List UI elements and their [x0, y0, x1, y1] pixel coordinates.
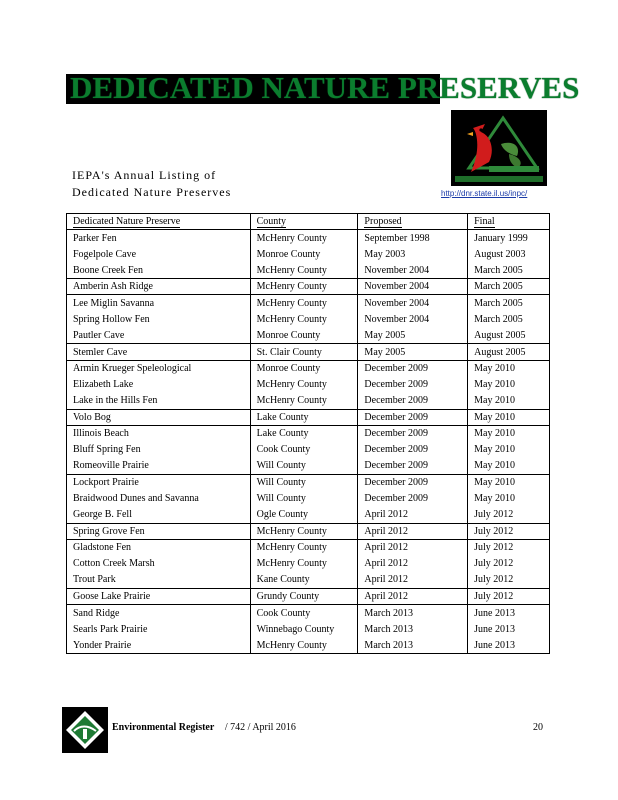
preserve-name-cell: Boone Creek Fen [67, 262, 251, 278]
table-row [67, 474, 550, 490]
proposed-date-cell: December 2009 [358, 458, 468, 474]
final-date-cell: August 2003 [468, 246, 550, 262]
preserve-name-cell: Illinois Beach [67, 425, 251, 441]
proposed-date-cell: December 2009 [358, 442, 468, 458]
table-row [67, 311, 550, 327]
table-row [67, 295, 550, 311]
county-cell: Monroe County [250, 246, 358, 262]
county-cell: McHenry County [250, 279, 358, 295]
final-date-cell: June 2013 [468, 605, 550, 621]
final-date-cell: July 2012 [468, 507, 550, 523]
proposed-date-cell: April 2012 [358, 507, 468, 523]
preserve-name-cell: Armin Krueger Speleological [67, 360, 251, 376]
county-cell: McHenry County [250, 376, 358, 392]
final-date-cell: June 2013 [468, 621, 550, 637]
county-cell: McHenry County [250, 556, 358, 572]
table-row [67, 262, 550, 278]
table-row [67, 491, 550, 507]
column-header-final: Final [468, 214, 550, 230]
preserve-name-cell: Goose Lake Prairie [67, 588, 251, 604]
table-row [67, 523, 550, 539]
table-row [67, 279, 550, 295]
proposed-date-cell: April 2012 [358, 572, 468, 588]
table-row [67, 246, 550, 262]
county-cell: Kane County [250, 572, 358, 588]
table-header-row [67, 214, 550, 230]
county-cell: Will County [250, 458, 358, 474]
preserve-name-cell: Amberin Ash Ridge [67, 279, 251, 295]
table-row [67, 572, 550, 588]
subtitle-line-1: IEPA's Annual Listing of [72, 168, 217, 182]
table-row [67, 539, 550, 555]
preserve-name-cell: Trout Park [67, 572, 251, 588]
final-date-cell: July 2012 [468, 556, 550, 572]
county-cell: McHenry County [250, 295, 358, 311]
county-cell: McHenry County [250, 393, 358, 409]
final-date-cell: May 2010 [468, 376, 550, 392]
county-cell: Will County [250, 474, 358, 490]
final-date-cell: May 2010 [468, 360, 550, 376]
preserve-name-cell: Sand Ridge [67, 605, 251, 621]
final-date-cell: August 2005 [468, 328, 550, 344]
preserve-name-cell: Stemler Cave [67, 344, 251, 360]
final-date-cell: August 2005 [468, 344, 550, 360]
inpc-website-link[interactable]: http://dnr.state.il.us/inpc/ [441, 189, 528, 198]
table-row [67, 507, 550, 523]
final-date-cell: May 2010 [468, 491, 550, 507]
preserves-table [66, 213, 550, 654]
preserve-name-cell: Fogelpole Cave [67, 246, 251, 262]
final-date-cell: March 2005 [468, 295, 550, 311]
publication-title: Environmental Register [112, 722, 215, 733]
page-number: 20 [533, 722, 543, 733]
footer-publication [112, 722, 296, 733]
preserve-name-cell: Lockport Prairie [67, 474, 251, 490]
county-cell: Ogle County [250, 507, 358, 523]
proposed-date-cell: May 2003 [358, 246, 468, 262]
preserve-name-cell: Spring Hollow Fen [67, 311, 251, 327]
table-row [67, 588, 550, 604]
table-row [67, 344, 550, 360]
environmental-register-logo [62, 707, 108, 753]
proposed-date-cell: March 2013 [358, 605, 468, 621]
proposed-date-cell: April 2012 [358, 523, 468, 539]
final-date-cell: January 1999 [468, 230, 550, 246]
proposed-date-cell: September 1998 [358, 230, 468, 246]
county-cell: Cook County [250, 442, 358, 458]
proposed-date-cell: December 2009 [358, 474, 468, 490]
county-cell: Monroe County [250, 328, 358, 344]
table-row [67, 556, 550, 572]
preserve-name-cell: Pautler Cave [67, 328, 251, 344]
proposed-date-cell: March 2013 [358, 621, 468, 637]
proposed-date-cell: November 2004 [358, 279, 468, 295]
column-header-proposed: Proposed [358, 214, 468, 230]
column-header-preserve: Dedicated Nature Preserve [67, 214, 251, 230]
final-date-cell: May 2010 [468, 393, 550, 409]
table-row [67, 230, 550, 246]
proposed-date-cell: November 2004 [358, 295, 468, 311]
county-cell: McHenry County [250, 637, 358, 653]
final-date-cell: May 2010 [468, 425, 550, 441]
county-cell: Monroe County [250, 360, 358, 376]
county-cell: Lake County [250, 425, 358, 441]
preserve-name-cell: Gladstone Fen [67, 539, 251, 555]
table-row [67, 425, 550, 441]
final-date-cell: May 2010 [468, 409, 550, 425]
county-cell: McHenry County [250, 230, 358, 246]
county-cell: McHenry County [250, 523, 358, 539]
table-row [67, 458, 550, 474]
final-date-cell: May 2010 [468, 474, 550, 490]
preserve-name-cell: Braidwood Dunes and Savanna [67, 491, 251, 507]
final-date-cell: March 2005 [468, 279, 550, 295]
table-row [67, 637, 550, 653]
proposed-date-cell: May 2005 [358, 344, 468, 360]
preserve-name-cell: Lake in the Hills Fen [67, 393, 251, 409]
table-row [67, 328, 550, 344]
preserve-name-cell: Volo Bog [67, 409, 251, 425]
proposed-date-cell: December 2009 [358, 360, 468, 376]
proposed-date-cell: November 2004 [358, 311, 468, 327]
table-row [67, 621, 550, 637]
county-cell: Cook County [250, 605, 358, 621]
proposed-date-cell: November 2004 [358, 262, 468, 278]
preserve-name-cell: Bluff Spring Fen [67, 442, 251, 458]
final-date-cell: July 2012 [468, 572, 550, 588]
register-logo-icon [62, 707, 108, 753]
preserve-name-cell: Parker Fen [67, 230, 251, 246]
issue-info: / 742 / April 2016 [224, 722, 296, 733]
final-date-cell: May 2010 [468, 442, 550, 458]
table-body [67, 230, 550, 654]
cardinal-logo-icon [451, 110, 547, 186]
proposed-date-cell: December 2009 [358, 393, 468, 409]
preserve-name-cell: George B. Fell [67, 507, 251, 523]
final-date-cell: July 2012 [468, 523, 550, 539]
proposed-date-cell: March 2013 [358, 637, 468, 653]
subtitle-line-2: Dedicated Nature Preserves [72, 185, 232, 199]
proposed-date-cell: May 2005 [358, 328, 468, 344]
table-row [67, 376, 550, 392]
final-date-cell: June 2013 [468, 637, 550, 653]
page-banner-title: DEDICATED NATURE PRESERVES [70, 70, 580, 105]
preserve-name-cell: Romeoville Prairie [67, 458, 251, 474]
proposed-date-cell: December 2009 [358, 425, 468, 441]
table-row [67, 605, 550, 621]
preserve-name-cell: Yonder Prairie [67, 637, 251, 653]
preserve-name-cell: Cotton Creek Marsh [67, 556, 251, 572]
table-row [67, 393, 550, 409]
proposed-date-cell: December 2009 [358, 376, 468, 392]
column-header-county: County [250, 214, 358, 230]
county-cell: McHenry County [250, 539, 358, 555]
final-date-cell: July 2012 [468, 588, 550, 604]
preserve-name-cell: Searls Park Prairie [67, 621, 251, 637]
table-row [67, 409, 550, 425]
final-date-cell: March 2005 [468, 262, 550, 278]
county-cell: Will County [250, 491, 358, 507]
preserve-name-cell: Elizabeth Lake [67, 376, 251, 392]
table-row [67, 442, 550, 458]
table-row [67, 360, 550, 376]
final-date-cell: March 2005 [468, 311, 550, 327]
county-cell: St. Clair County [250, 344, 358, 360]
proposed-date-cell: April 2012 [358, 588, 468, 604]
preserve-name-cell: Lee Miglin Savanna [67, 295, 251, 311]
inpc-logo [451, 110, 547, 186]
proposed-date-cell: December 2009 [358, 409, 468, 425]
proposed-date-cell: April 2012 [358, 539, 468, 555]
final-date-cell: July 2012 [468, 539, 550, 555]
county-cell: McHenry County [250, 311, 358, 327]
proposed-date-cell: April 2012 [358, 556, 468, 572]
final-date-cell: May 2010 [468, 458, 550, 474]
proposed-date-cell: December 2009 [358, 491, 468, 507]
county-cell: McHenry County [250, 262, 358, 278]
county-cell: Grundy County [250, 588, 358, 604]
preserve-name-cell: Spring Grove Fen [67, 523, 251, 539]
county-cell: Winnebago County [250, 621, 358, 637]
county-cell: Lake County [250, 409, 358, 425]
